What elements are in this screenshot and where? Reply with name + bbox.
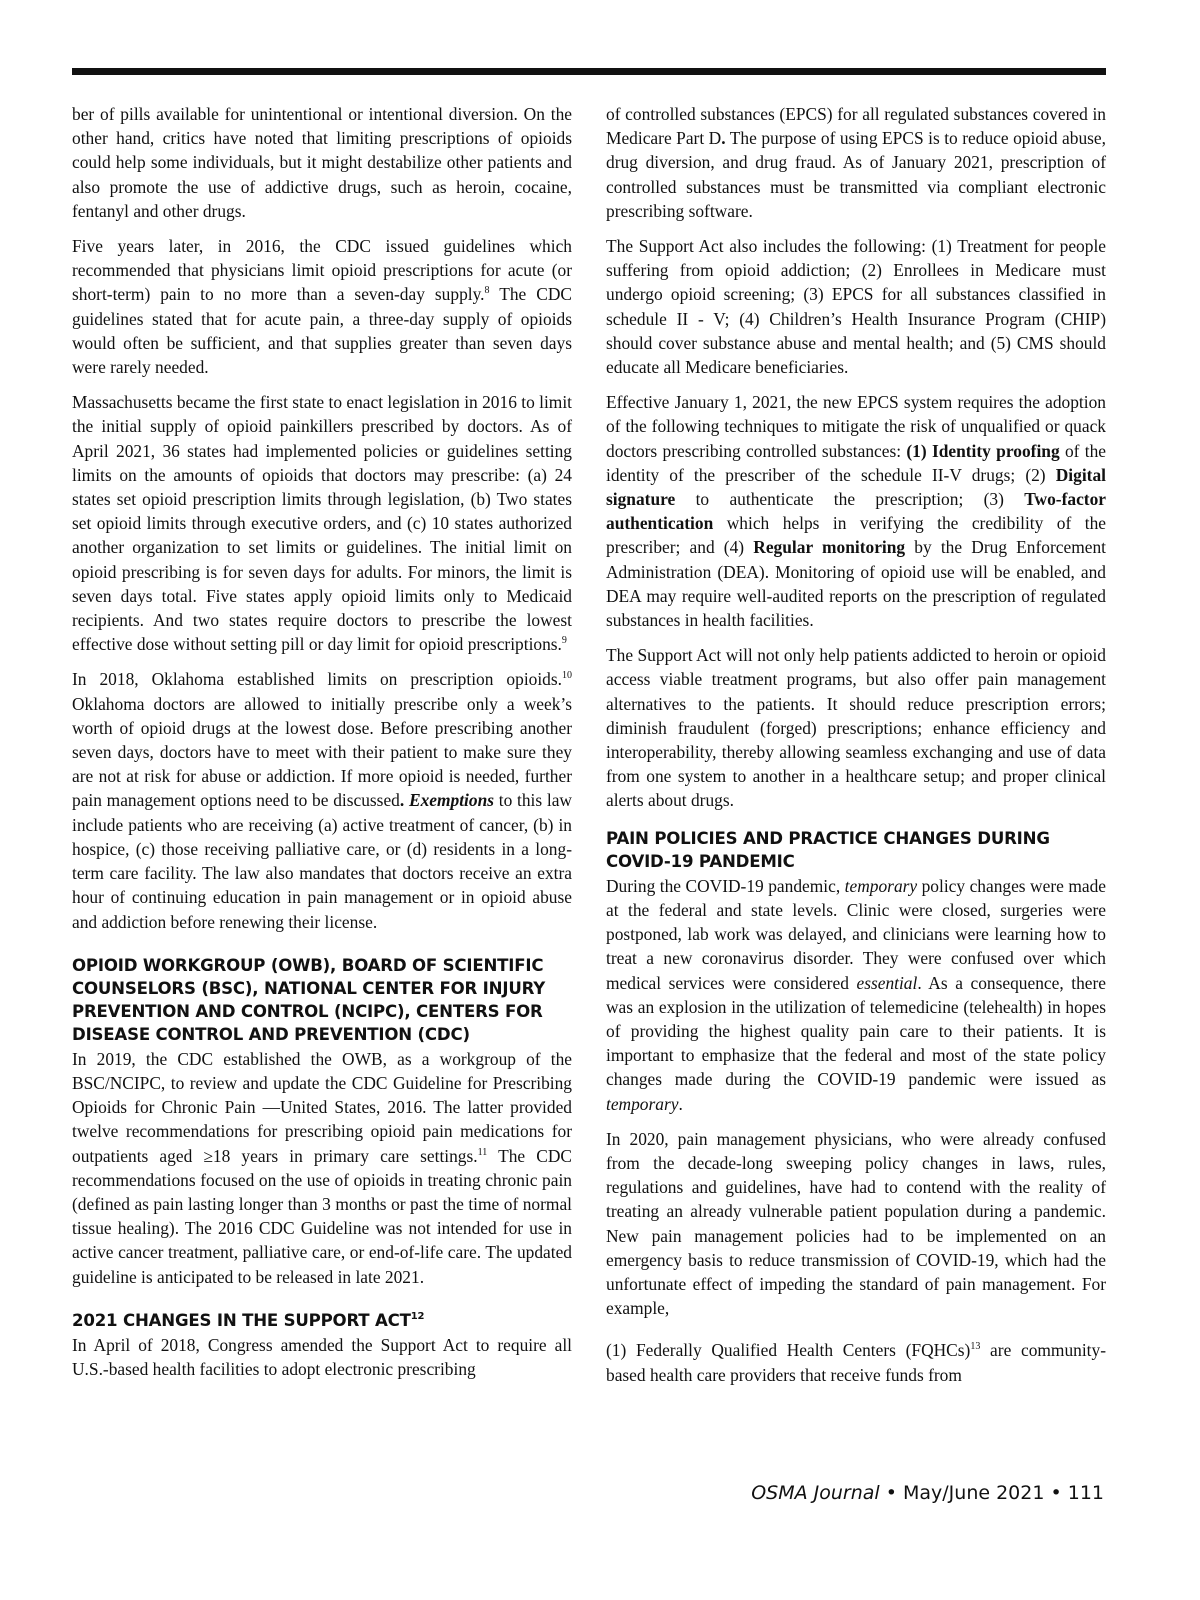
right-paragraph-2 bbox=[606, 234, 1106, 379]
text-run: In 2019, the CDC established the OWB, as a workgroup of the BSC/NCIPC, to review and update the CDC Guideline for Prescribing Opioids for Chronic Pain —United States, 2016. The latter provided twelve recommendations for prescribing opioid pain medications for outpatients aged ≥18 years in primary care settings. bbox=[72, 1048, 572, 1166]
text-run: Five years later, in 2016, the CDC issued guidelines which recommended that physicians limit opioid prescriptions for acute (or short-term) pain to no more than a seven-day supply. bbox=[72, 236, 572, 305]
page-number: 111 bbox=[1067, 1482, 1104, 1504]
page-footer bbox=[751, 1482, 1104, 1504]
text-run: The Support Act also includes the following: (1) Treatment for people suffering from opioid addiction; (2) Enrollees in Medicare must undergo opioid screening; (3) EPCS for all substances classified in schedule II - V; (4) Children’s Health Insurance Program (CHIP) should cover substance abuse and mental health; and (5) CMS should educate all Medicare beneficiaries. bbox=[606, 236, 1106, 378]
right-paragraph-7 bbox=[606, 1338, 1106, 1386]
footnote-ref: 13 bbox=[970, 1341, 981, 1353]
text-run: . bbox=[721, 128, 726, 149]
text-run: . As a consequence, there was an explosion in the utilization of telemedicine (telehealth) in hopes of providing the highest quality pain care to their patients. It is important to emphasize that the federal and most of the state policy changes made during the COVID-19 pandemic were issued as bbox=[606, 972, 1106, 1090]
footnote-ref: 8 bbox=[484, 285, 490, 297]
text-run: Oklahoma doctors are allowed to initially prescribe only a week’s worth of opioid drugs at the lowest dose. Before prescribing another seven days, doctors have to meet with their patient to make sure they are not at risk for abuse or addiction. If more opioid is needed, further pain management options need to be discussed bbox=[72, 693, 572, 811]
right-column bbox=[606, 102, 1106, 1398]
journal-name: OSMA Journal bbox=[751, 1482, 880, 1504]
text-run: of the identity of the prescriber of the schedule II-V drugs; (2) bbox=[606, 440, 1106, 485]
right-paragraph-4 bbox=[606, 643, 1106, 812]
text-run: The CDC recommendations focused on the use of opioids in treating chronic pain (defined as pain lasting longer than 3 months or past the time of normal tissue healing). The 2016 CDC Guideline was not intended for use in active cancer treatment, palliative care, or end-of-life care. The updated guideline is anticipated to be released in late 2021. bbox=[72, 1145, 572, 1287]
right-paragraph-3 bbox=[606, 390, 1106, 632]
heading-text: 2021 CHANGES IN THE SUPPORT ACT bbox=[72, 1310, 411, 1330]
text-run: In April of 2018, Congress amended the Support Act to require all U.S.-based health facilities to adopt electronic prescribing bbox=[72, 1334, 572, 1379]
bold-term: (1) Identity proofing bbox=[906, 440, 1060, 461]
right-paragraph-5 bbox=[606, 874, 1106, 1116]
text-run: In 2018, Oklahoma established limits on prescription opioids. bbox=[72, 669, 562, 690]
bold-term: Regular monitoring bbox=[753, 537, 906, 558]
bold-term: Digital signature bbox=[606, 464, 1106, 510]
text-run: to authenticate the prescription; (3) bbox=[675, 489, 1025, 510]
issue-date: • May/June 2021 • bbox=[879, 1482, 1068, 1504]
text-run: policy changes were made at the federal and state levels. Clinic were closed, surgeries were postponed, lab work was delayed, and clinicians were learning how to treat a new coronavirus disorder. They were confused over which medical services were considered bbox=[606, 875, 1106, 993]
text-run: by the Drug Enforcement Administration (DEA). Monitoring of opioid use will be enabled, and DEA may require well-audited reports on the prescription of regulated substances in health facilities. bbox=[606, 537, 1106, 631]
left-column bbox=[72, 102, 572, 1392]
text-run: ber of pills available for unintentional or intentional diversion. On the other hand, critics have noted that limiting prescriptions of opioids could help some individuals, but it might destabilize other patients and also promote the use of addictive drugs, such as heroin, cocaine, fentanyl and other drugs. bbox=[72, 104, 572, 221]
left-paragraph-2 bbox=[72, 234, 572, 379]
left-paragraph-1 bbox=[72, 102, 572, 223]
text-run: The CDC guidelines stated that for acute pain, a three-day supply of opioids would often be sufficient, and that supplies greater than seven days were rarely needed. bbox=[72, 284, 572, 378]
emphasis-text: temporary bbox=[844, 875, 918, 896]
text-run: In 2020, pain management physicians, who were already confused from the decade-long sweeping policy changes in laws, rules, regulations and guidelines, have had to contend with the reality of treating an already vulnerable patient population during a pandemic. New pain management policies had to be implemented on an emergency basis to reduce transmission of COVID-19, which had the unfortunate effect of impeding the standard of pain management. For example, bbox=[606, 1128, 1106, 1319]
text-run: The Support Act will not only help patients addicted to heroin or opioid access viable treatment programs, but also offer pain management alternatives to the patients. It should reduce prescription errors; diminish fraudulent (forged) prescriptions; enhance efficiency and interoperability, thereby allowing seamless exchanging and use of data from one system to another in a healthcare setup; and proper clinical alerts about drugs. bbox=[606, 645, 1106, 811]
emphasis-text: temporary bbox=[606, 1093, 679, 1114]
text-run: During the COVID-19 pandemic, bbox=[606, 875, 845, 896]
section-heading-owb: OPIOID WORKGROUP (OWB), BOARD OF SCIENTIFIC COUNSELORS (BSC), NATIONAL CENTER FOR INJURY PREVENTION AND CONTROL (NCIPC), CENTERS FOR DISEASE CONTROL AND PREVENTION (CDC) bbox=[72, 955, 546, 1044]
bold-term: Two-factor authentication bbox=[606, 489, 1106, 534]
text-run: . bbox=[399, 790, 405, 811]
section-heading-support-act bbox=[72, 1309, 572, 1332]
section-heading-covid: PAIN POLICIES AND PRACTICE CHANGES DURING COVID-19 PANDEMIC bbox=[606, 828, 1050, 871]
text-run: which helps in verifying the credibility of the prescriber; and (4) bbox=[606, 513, 1106, 558]
footnote-ref: 9 bbox=[561, 635, 567, 647]
left-paragraph-6 bbox=[72, 1333, 572, 1381]
text-run: of controlled substances (EPCS) for all regulated substances covered in Medicare Part D bbox=[606, 104, 1106, 149]
footnote-ref: 12 bbox=[410, 1310, 425, 1322]
right-paragraph-6 bbox=[606, 1127, 1106, 1321]
left-paragraph-4 bbox=[72, 667, 572, 933]
text-run: The purpose of using EPCS is to reduce opioid abuse, drug diversion, and drug fraud. As of January 2021, prescription of controlled substances must be transmitted via compliant electronic prescribing software. bbox=[606, 128, 1106, 221]
emphasis-text: essential bbox=[856, 972, 918, 993]
text-run: Effective January 1, 2021, the new EPCS system requires the adoption of the following techniques to mitigate the risk of unqualified or quack doctors prescribing controlled substances: bbox=[606, 392, 1106, 461]
text-run: to this law include patients who are receiving (a) active treatment of cancer, (b) in hospice, (c) those receiving palliative care, or (d) residents in a long-term care facility. The law also mandates that doctors receive an extra hour of continuing education in pain management or in opioid abuse and addiction before renewing their license. bbox=[72, 790, 572, 932]
left-paragraph-3 bbox=[72, 390, 572, 656]
footnote-ref: 11 bbox=[477, 1146, 488, 1158]
right-paragraph-1 bbox=[606, 102, 1106, 223]
text-run: are community-based health care providers that receive funds from bbox=[606, 1340, 1106, 1385]
text-run: . bbox=[678, 1093, 683, 1114]
emphasis-text: Exemptions bbox=[408, 790, 495, 811]
text-run: Massachusetts became the first state to enact legislation in 2016 to limit the initial supply of opioid painkillers prescribed by doctors. As of April 2021, 36 states had implemented policies or guidelines setting limits on the amounts of opioids that doctors may prescribe: (a) 24 states set opioid prescription limits through legislation, (b) Two states set opioid limits through executive orders, and (c) 10 states authorized another organization to set limits or guidelines. The initial limit on opioid prescribing is for seven days for adults. For minors, the limit is seven days total. Five states apply opioid limits only to Medicaid recipients. And two states require doctors to prescribe the lowest effective dose without setting pill or day limit for opioid prescriptions. bbox=[72, 392, 572, 655]
top-rule bbox=[72, 68, 1106, 75]
left-paragraph-5 bbox=[72, 1047, 572, 1289]
footnote-ref: 10 bbox=[562, 670, 572, 682]
text-run: (1) Federally Qualified Health Centers (FQHCs) bbox=[606, 1340, 971, 1361]
